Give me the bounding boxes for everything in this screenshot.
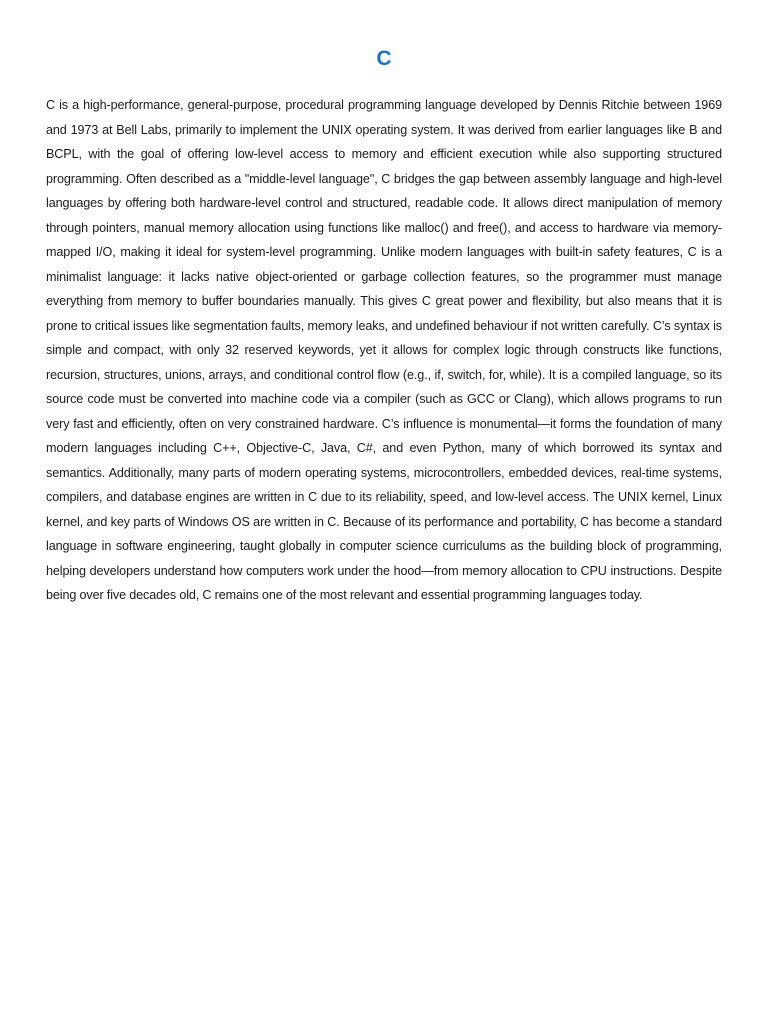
body-paragraph: C is a high-performance, general-purpose, procedural programming language developed by Dennis Ritchie between 1969 and 1973 at Bell Labs, primarily to implement the UNIX operating system. It was derived from earlier languages like B and BCPL, with the goal of offering low-level access to memory and efficient execution while also supporting structured programming. Often described as a "middle-level language", C bridges the gap between assembly language and high-level languages by offering both hardware-level control and structured, readable code. It allows direct manipulation of memory through pointers, manual memory allocation using functions like malloc() and free(), and access to hardware via memory-mapped I/O, making it ideal for system-level programming. Unlike modern languages with built-in safety features, C is a minimalist language: it lacks native object-oriented or garbage collection features, so the programmer must manage everything from memory to buffer boundaries manually. This gives C great power and flexibility, but also means that it is prone to critical issues like segmentation faults, memory leaks, and undefined behaviour if not written carefully. C’s syntax is simple and compact, with only 32 reserved keywords, yet it allows for complex logic through constructs like functions, recursion, structures, unions, arrays, and conditional control flow (e.g., if, switch, for, while). It is a compiled language, so its source code must be converted into machine code via a compiler (such as GCC or Clang), which allows programs to run very fast and efficiently, often on very constrained hardware. C’s influence is monumental—it forms the foundation of many modern languages including C++, Objective-C, Java, C#, and even Python, many of which borrowed its syntax and semantics. Additionally, many parts of modern operating systems, microcontrollers, embedded devices, real-time systems, compilers, and database engines are written in C due to its reliability, speed, and low-level access. The UNIX kernel, Linux kernel, and key parts of Windows OS are written in C. Because of its performance and portability, C has become a standard language in software engineering, taught globally in computer science curriculums as the building block of programming, helping developers understand how computers work under the hood—from memory allocation to CPU instructions. Despite being over five decades old, C remains one of the most relevant and essential programming languages today. (46, 98, 722, 602)
page-title: C (376, 47, 392, 70)
